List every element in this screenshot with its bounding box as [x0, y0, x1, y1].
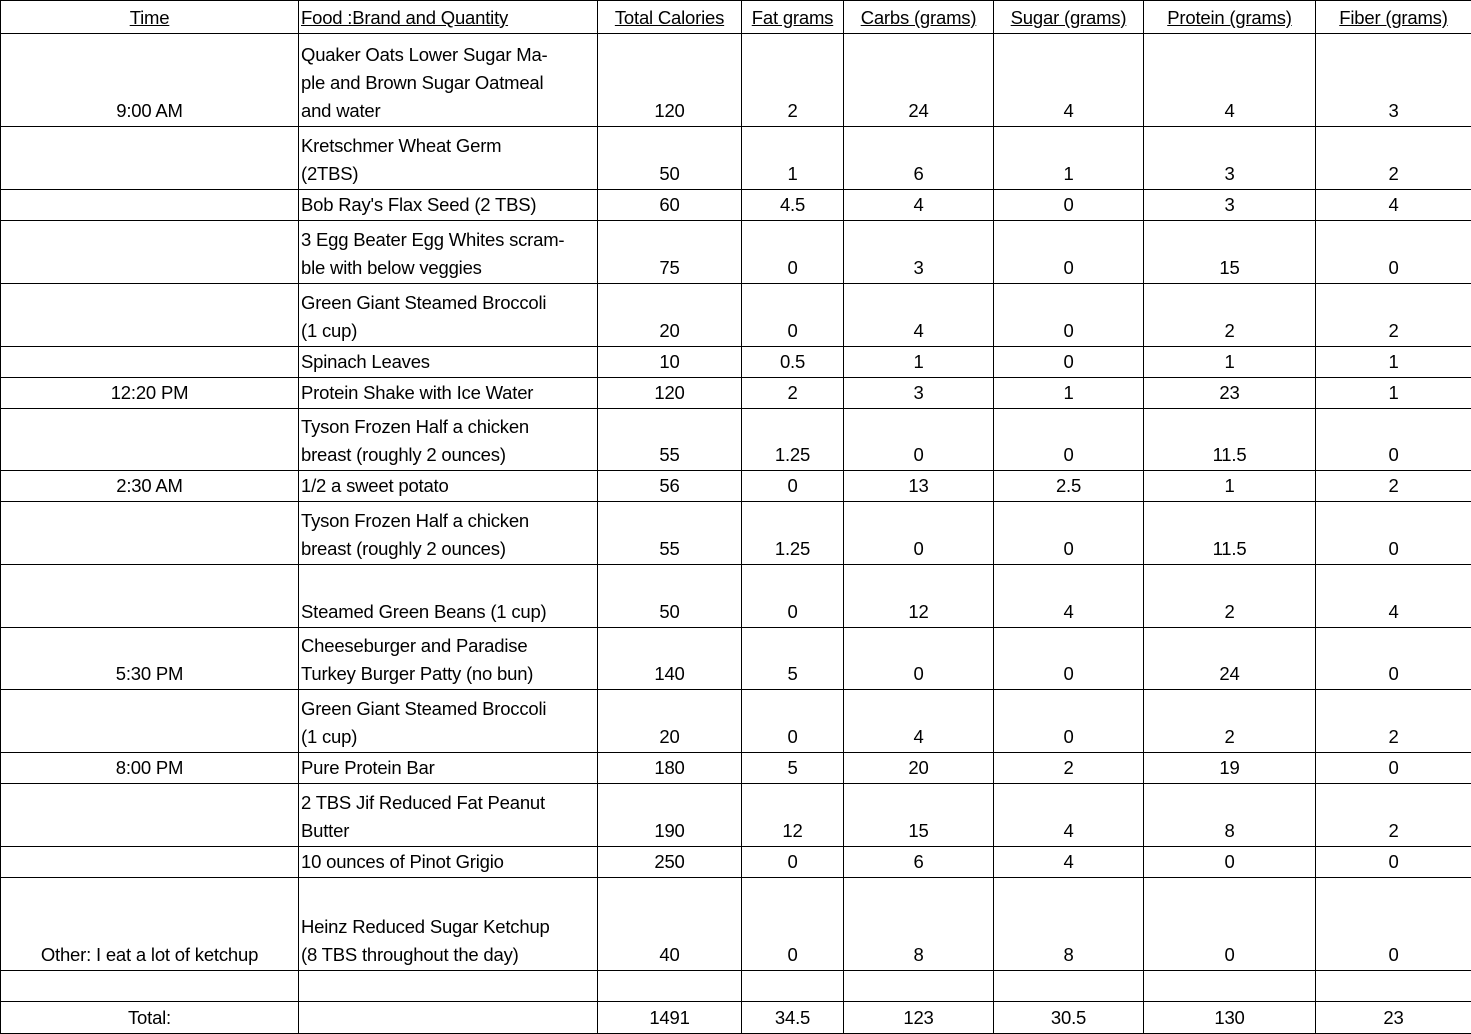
cell-cal: 180 — [598, 753, 742, 784]
table-row — [1, 378, 1471, 409]
table-row — [1, 127, 1471, 190]
cell-fiber — [1316, 971, 1471, 1002]
cell-time — [1, 347, 299, 378]
cell-protein: 1 — [1144, 347, 1316, 378]
cell-sugar: 2 — [994, 753, 1144, 784]
cell-fiber: 1 — [1316, 347, 1471, 378]
cell-time — [1, 784, 299, 847]
cell-sugar: 4 — [994, 847, 1144, 878]
cell-fat: 1.25 — [742, 409, 844, 471]
cell-sugar: 0 — [994, 409, 1144, 471]
cell-food: Cheeseburger and Paradise Turkey Burger Patty (no bun) — [299, 628, 598, 690]
cell-fat: 0 — [742, 878, 844, 971]
cell-sugar: 4 — [994, 565, 1144, 628]
cell-fiber: 2 — [1316, 784, 1471, 847]
table-row — [1, 502, 1471, 565]
table-row — [1, 971, 1471, 1002]
cell-fat: 12 — [742, 784, 844, 847]
cell-food: Bob Ray's Flax Seed (2 TBS) — [299, 190, 598, 221]
cell-time — [1, 284, 299, 347]
cell-carbs: 4 — [844, 690, 994, 753]
table-row — [1, 784, 1471, 847]
cell-food: Heinz Reduced Sugar Ketchup (8 TBS throughout the day) — [299, 878, 598, 971]
cell-carbs: 6 — [844, 847, 994, 878]
cell-food: Kretschmer Wheat Germ (2TBS) — [299, 127, 598, 190]
header-time: Time — [1, 1, 299, 34]
cell-sugar: 8 — [994, 878, 1144, 971]
cell-protein: 3 — [1144, 127, 1316, 190]
cell-cal: 120 — [598, 34, 742, 127]
cell-time: 5:30 PM — [1, 628, 299, 690]
cell-fat: 4.5 — [742, 190, 844, 221]
cell-fiber: 2 — [1316, 471, 1471, 502]
cell-food: Protein Shake with Ice Water — [299, 378, 598, 409]
cell-protein: 2 — [1144, 284, 1316, 347]
cell-carbs: 6 — [844, 127, 994, 190]
cell-fat: 5 — [742, 628, 844, 690]
cell-food: Quaker Oats Lower Sugar Ma- ple and Brown Sugar Oatmeal and water — [299, 34, 598, 127]
cell-fiber: 0 — [1316, 753, 1471, 784]
cell-time — [1, 502, 299, 565]
cell-fat: 1.25 — [742, 502, 844, 565]
cell-carbs: 123 — [844, 1002, 994, 1034]
cell-food: Pure Protein Bar — [299, 753, 598, 784]
cell-protein: 2 — [1144, 690, 1316, 753]
cell-food: Spinach Leaves — [299, 347, 598, 378]
cell-time — [1, 971, 299, 1002]
cell-food: Tyson Frozen Half a chicken breast (roughly 2 ounces) — [299, 502, 598, 565]
cell-fiber: 4 — [1316, 190, 1471, 221]
cell-food: Steamed Green Beans (1 cup) — [299, 565, 598, 628]
cell-fat: 0.5 — [742, 347, 844, 378]
cell-cal: 120 — [598, 378, 742, 409]
cell-carbs: 1 — [844, 347, 994, 378]
cell-protein: 19 — [1144, 753, 1316, 784]
table-row — [1, 628, 1471, 690]
cell-sugar: 30.5 — [994, 1002, 1144, 1034]
cell-sugar: 0 — [994, 628, 1144, 690]
cell-sugar: 4 — [994, 784, 1144, 847]
cell-protein: 24 — [1144, 628, 1316, 690]
table-row — [1, 221, 1471, 284]
cell-sugar: 1 — [994, 127, 1144, 190]
cell-cal: 55 — [598, 409, 742, 471]
cell-cal: 190 — [598, 784, 742, 847]
cell-fat: 0 — [742, 565, 844, 628]
cell-time — [1, 565, 299, 628]
cell-cal: 140 — [598, 628, 742, 690]
cell-protein: 0 — [1144, 878, 1316, 971]
cell-protein: 3 — [1144, 190, 1316, 221]
cell-fiber: 2 — [1316, 127, 1471, 190]
cell-time: Total: — [1, 1002, 299, 1034]
cell-cal: 50 — [598, 127, 742, 190]
cell-protein: 2 — [1144, 565, 1316, 628]
cell-fiber: 0 — [1316, 221, 1471, 284]
table-row — [1, 190, 1471, 221]
header-calories: Total Calories — [598, 1, 742, 34]
cell-food: 2 TBS Jif Reduced Fat Peanut Butter — [299, 784, 598, 847]
cell-time — [1, 127, 299, 190]
cell-carbs: 12 — [844, 565, 994, 628]
cell-carbs: 4 — [844, 190, 994, 221]
cell-cal: 56 — [598, 471, 742, 502]
cell-carbs: 20 — [844, 753, 994, 784]
cell-fat: 34.5 — [742, 1002, 844, 1034]
cell-fiber: 0 — [1316, 628, 1471, 690]
cell-cal: 20 — [598, 284, 742, 347]
cell-time: 2:30 AM — [1, 471, 299, 502]
cell-time: 9:00 AM — [1, 34, 299, 127]
cell-time — [1, 409, 299, 471]
cell-sugar: 0 — [994, 502, 1144, 565]
cell-fiber: 0 — [1316, 847, 1471, 878]
cell-fat: 0 — [742, 284, 844, 347]
cell-fiber: 2 — [1316, 690, 1471, 753]
cell-protein: 130 — [1144, 1002, 1316, 1034]
cell-time — [1, 221, 299, 284]
cell-time: 12:20 PM — [1, 378, 299, 409]
cell-fiber: 4 — [1316, 565, 1471, 628]
cell-protein: 8 — [1144, 784, 1316, 847]
cell-fiber: 3 — [1316, 34, 1471, 127]
table-row — [1, 34, 1471, 127]
total-row — [1, 1002, 1471, 1034]
cell-food: Tyson Frozen Half a chicken breast (roughly 2 ounces) — [299, 409, 598, 471]
table-row — [1, 753, 1471, 784]
cell-carbs: 8 — [844, 878, 994, 971]
cell-fiber: 0 — [1316, 878, 1471, 971]
cell-carbs — [844, 971, 994, 1002]
cell-cal: 50 — [598, 565, 742, 628]
cell-fat: 0 — [742, 471, 844, 502]
cell-fiber: 23 — [1316, 1002, 1471, 1034]
cell-fat: 1 — [742, 127, 844, 190]
cell-protein: 1 — [1144, 471, 1316, 502]
cell-fat: 5 — [742, 753, 844, 784]
cell-cal: 250 — [598, 847, 742, 878]
cell-food: 3 Egg Beater Egg Whites scram- ble with below veggies — [299, 221, 598, 284]
header-carbs: Carbs (grams) — [844, 1, 994, 34]
cell-sugar: 0 — [994, 221, 1144, 284]
cell-fat: 0 — [742, 690, 844, 753]
cell-fat: 0 — [742, 221, 844, 284]
cell-carbs: 4 — [844, 284, 994, 347]
cell-food: 1/2 a sweet potato — [299, 471, 598, 502]
cell-cal: 55 — [598, 502, 742, 565]
cell-cal: 20 — [598, 690, 742, 753]
cell-food: 10 ounces of Pinot Grigio — [299, 847, 598, 878]
cell-fiber: 0 — [1316, 409, 1471, 471]
header-fat: Fat grams — [742, 1, 844, 34]
cell-carbs: 13 — [844, 471, 994, 502]
cell-fat: 2 — [742, 378, 844, 409]
cell-food: Green Giant Steamed Broccoli (1 cup) — [299, 284, 598, 347]
cell-cal: 1491 — [598, 1002, 742, 1034]
table-row — [1, 565, 1471, 628]
cell-protein: 15 — [1144, 221, 1316, 284]
table-row — [1, 690, 1471, 753]
cell-sugar: 0 — [994, 284, 1144, 347]
cell-sugar — [994, 971, 1144, 1002]
header-food: Food :Brand and Quantity — [299, 1, 598, 34]
cell-cal: 10 — [598, 347, 742, 378]
table-row — [1, 347, 1471, 378]
table-row — [1, 284, 1471, 347]
cell-carbs: 15 — [844, 784, 994, 847]
header-row — [1, 1, 1471, 34]
cell-cal: 60 — [598, 190, 742, 221]
table-row — [1, 847, 1471, 878]
cell-protein: 23 — [1144, 378, 1316, 409]
cell-sugar: 2.5 — [994, 471, 1144, 502]
table-row — [1, 471, 1471, 502]
header-sugar: Sugar (grams) — [994, 1, 1144, 34]
cell-fat — [742, 971, 844, 1002]
cell-cal: 75 — [598, 221, 742, 284]
cell-time — [1, 690, 299, 753]
cell-carbs: 24 — [844, 34, 994, 127]
cell-sugar: 0 — [994, 347, 1144, 378]
cell-carbs: 3 — [844, 221, 994, 284]
table-row — [1, 409, 1471, 471]
cell-time: 8:00 PM — [1, 753, 299, 784]
header-fiber: Fiber (grams) — [1316, 1, 1471, 34]
cell-carbs: 3 — [844, 378, 994, 409]
header-protein: Protein (grams) — [1144, 1, 1316, 34]
cell-food: Green Giant Steamed Broccoli (1 cup) — [299, 690, 598, 753]
cell-carbs: 0 — [844, 628, 994, 690]
cell-cal: 40 — [598, 878, 742, 971]
cell-fat: 0 — [742, 847, 844, 878]
cell-time — [1, 847, 299, 878]
cell-fat: 2 — [742, 34, 844, 127]
cell-cal — [598, 971, 742, 1002]
cell-protein: 11.5 — [1144, 502, 1316, 565]
cell-time: Other: I eat a lot of ketchup — [1, 878, 299, 971]
cell-food — [299, 1002, 598, 1034]
cell-fiber: 0 — [1316, 502, 1471, 565]
cell-carbs: 0 — [844, 502, 994, 565]
cell-protein: 4 — [1144, 34, 1316, 127]
cell-sugar: 4 — [994, 34, 1144, 127]
cell-protein — [1144, 971, 1316, 1002]
cell-protein: 11.5 — [1144, 409, 1316, 471]
cell-fiber: 2 — [1316, 284, 1471, 347]
cell-food — [299, 971, 598, 1002]
cell-sugar: 0 — [994, 190, 1144, 221]
cell-sugar: 1 — [994, 378, 1144, 409]
cell-protein: 0 — [1144, 847, 1316, 878]
cell-fiber: 1 — [1316, 378, 1471, 409]
table-row — [1, 878, 1471, 971]
cell-sugar: 0 — [994, 690, 1144, 753]
cell-carbs: 0 — [844, 409, 994, 471]
cell-time — [1, 190, 299, 221]
